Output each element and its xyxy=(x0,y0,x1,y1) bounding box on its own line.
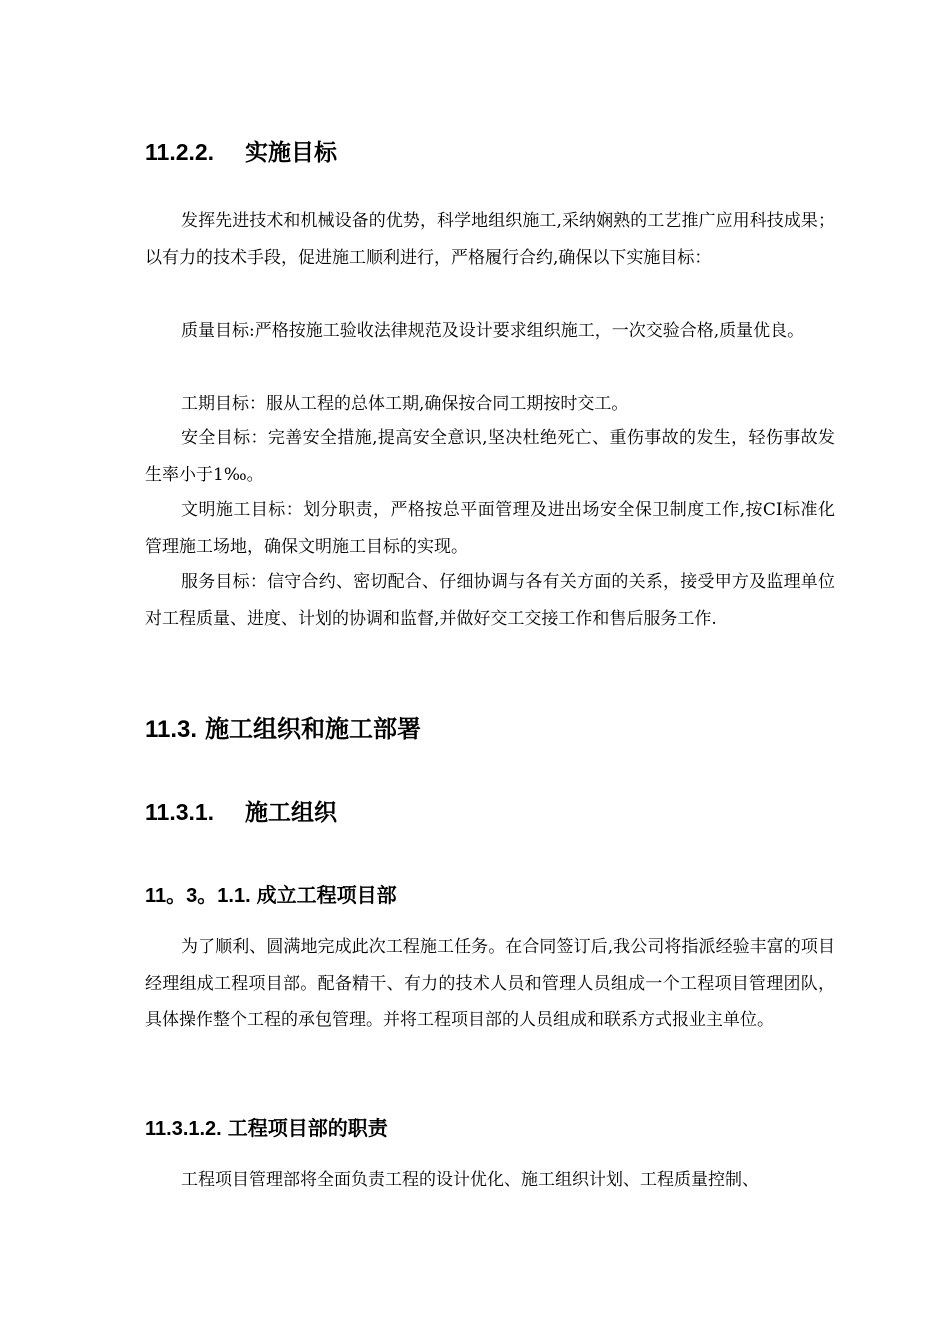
heading-title: 施工组织和施工部署 xyxy=(205,716,422,743)
heading-number: 11.3.1. xyxy=(145,799,215,825)
heading-number: 11.2.2. xyxy=(145,139,215,165)
paragraph-civilized-goal: 文明施工目标：划分职责，严格按总平面管理及进出场安全保卫制度工作,按CI标准化管理施工场地，确保文明施工目标的实现。 xyxy=(145,500,835,557)
heading-title: 实施目标 xyxy=(245,139,337,165)
heading-number: 11.3.1.2. xyxy=(145,1118,222,1140)
paragraph-quality-goal: 质量目标:严格按施工验收法律规范及设计要求组织施工，一次交验合格,质量优良。 xyxy=(181,321,805,341)
paragraph-project-department: 为了顺利、圆满地完成此次工程施工任务。在合同签订后,我公司将指派经验丰富的项目经理组成工程项目部。配备精干、有力的技术人员和管理人员组成一个工程项目管理团队，具体操作整个工程的承包管理。并将工程项目部的人员组成和联系方式报业主单位。 xyxy=(145,937,835,1030)
paragraph-schedule-goal: 工期目标：服从工程的总体工期,确保按合同工期按时交工。 xyxy=(181,394,629,414)
heading-number: 11.3. xyxy=(145,716,198,743)
heading-11-3-1-1 xyxy=(145,879,397,908)
heading-number: 11。3。1.1. xyxy=(145,885,251,907)
heading-title: 成立工程项目部 xyxy=(256,885,397,907)
heading-title: 施工组织 xyxy=(245,799,337,825)
heading-11-3-1-2 xyxy=(145,1112,388,1141)
paragraph-safety-goal: 安全目标：完善安全措施,提高安全意识,坚决杜绝死亡、重伤事故的发生，轻伤事故发生率小于1‰。 xyxy=(145,428,835,485)
heading-11-2-2 xyxy=(145,134,337,167)
paragraph-duties: 工程项目管理部将全面负责工程的设计优化、施工组织计划、工程质量控制、 xyxy=(181,1170,759,1190)
paragraph-intro: 发挥先进技术和机械设备的优势，科学地组织施工,采纳娴熟的工艺推广应用科技成果；以有力的技术手段，促进施工顺利进行，严格履行合约,确保以下实施目标： xyxy=(145,211,835,268)
heading-title: 工程项目部的职责 xyxy=(227,1118,388,1140)
paragraph-service-goal: 服务目标：信守合约、密切配合、仔细协调与各有关方面的关系，接受甲方及监理单位对工程质量、进度、计划的协调和监督,并做好交工交接工作和售后服务工作. xyxy=(145,572,835,629)
heading-11-3-1 xyxy=(145,794,337,827)
heading-11-3 xyxy=(145,709,421,744)
